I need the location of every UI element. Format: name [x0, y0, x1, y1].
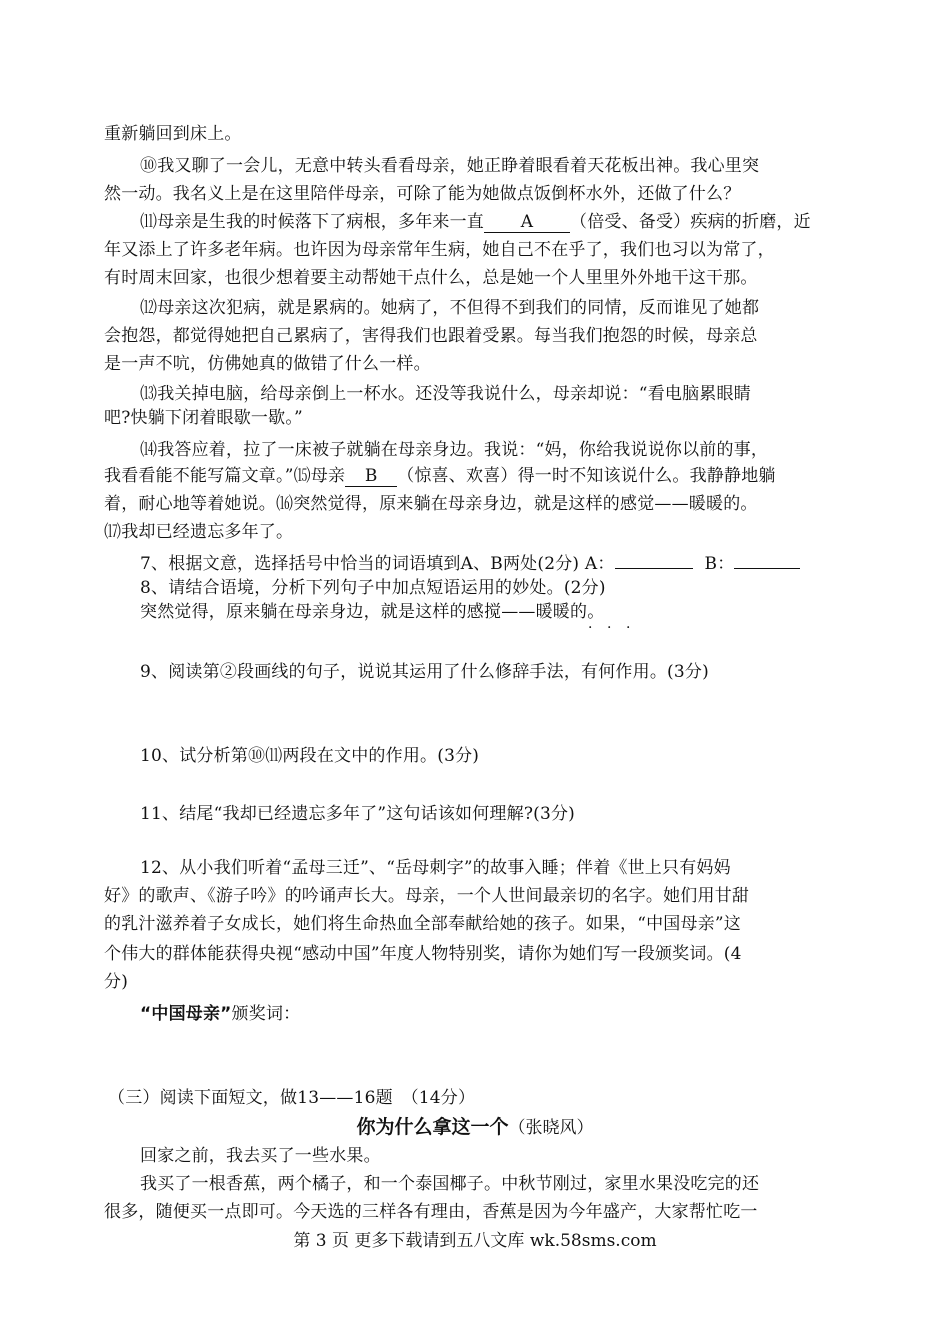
emphasis-dot: ·	[588, 620, 593, 636]
blank-b: B	[345, 466, 397, 487]
paragraph-11-line-2: 年又添上了许多老年病。也许因为母亲常年生病，她自己不在乎了，我们也习以为常了，	[104, 240, 775, 260]
paragraph-17: ⒄我却已经遗忘多年了。	[104, 522, 294, 542]
paragraph-12-line-1: ⑿母亲这次犯病，就是累病的。她病了，不但得不到我们的同情，反而谁见了她都	[140, 298, 760, 318]
question-9: 9、阅读第②段画线的句子，说说其运用了什么修辞手法，有何作用。(3分)	[140, 662, 709, 682]
emphasis-dot: ·	[626, 620, 631, 636]
page-footer: 第 3 页 更多下载请到五八文库 wk.58sms.com	[293, 1231, 657, 1251]
answer-blank-a[interactable]	[615, 552, 693, 569]
paragraph-14-line-2: 我看看能不能写篇文章。”⒂母亲 B （惊喜、欢喜）得一时不知该说什么。我静静地躺	[104, 466, 776, 486]
paragraph-13-line-2: 吧?快躺下闭着眼歇一歇。”	[104, 408, 303, 428]
paragraph-10-line-2: 然一动。我名义上是在这里陪伴母亲，可除了能为她做点饭倒杯水外，还做了什么？	[104, 184, 741, 204]
paragraph-10-line-1: ⑩我又聊了一会儿，无意中转头看看母亲，她正睁着眼看着天花板出神。我心里突	[140, 156, 760, 176]
answer-blank-b[interactable]	[734, 552, 800, 569]
emphasis-dot: ·	[607, 620, 612, 636]
blank-a: A	[484, 212, 570, 233]
section-3-header: （三）阅读下面短文，做13——16题 （14分）	[108, 1088, 476, 1108]
paragraph-11-line-1: ⑾母亲是生我的时候落下了病根，多年来一直 A （倍受、备受）疾病的折磨，近	[140, 212, 811, 232]
paragraph-12-line-3: 是一声不吭，仿佛她真的做错了什么一样。	[104, 354, 431, 374]
paragraph-14-line-1: ⒁我答应着，拉了一床被子就躺在母亲身边。我说：“妈，你给我说说你以前的事，	[140, 440, 769, 460]
article-author: （张晓风）	[508, 1118, 594, 1138]
question-12-line-2: 好》的歌声、《游子吟》的吟诵声长大。母亲，一个人世间最亲切的名字。她们用甘甜	[104, 886, 750, 906]
paragraph-11-line-3: 有时周末回家，也很少想着要主动帮她干点什么，总是她一个人里里外外地干这干那。	[104, 268, 758, 288]
paragraph-14-line-3: 着，耐心地等着她说。⒃突然觉得，原来躺在母亲身边，就是这样的感觉——暖暖的。	[104, 494, 758, 514]
question-7: 7、根据文意，选择括号中恰当的词语填到A、B两处(2分) A： B：	[140, 552, 844, 574]
question-8-sentence: 突然觉得，原来躺在母亲身边，就是这样的感搅——暖暖的。	[140, 602, 605, 622]
question-12-line-4: 个伟大的群体能获得央视“感动中国”年度人物特别奖，请你为她们写一段颁奖词。(4	[104, 944, 742, 964]
paragraph-13-line-1: ⒀我关掉电脑，给母亲倒上一杯水。还没等我说什么，母亲却说：“看电脑累眼睛	[140, 384, 751, 404]
article-line-1: 回家之前，我去买了一些水果。	[140, 1146, 381, 1166]
article-line-2: 我买了一根香蕉，两个橘子，和一个泰国椰子。中秋节刚过，家里水果没吃完的还	[140, 1174, 760, 1194]
award-prompt: “中国母亲”颁奖词：	[140, 1004, 301, 1024]
article-line-3: 很多，随便买一点即可。今天选的三样各有理由，香蕉是因为今年盛产，大家帮忙吃一	[104, 1202, 758, 1222]
article-title: 你为什么拿这一个（张晓风）	[356, 1116, 594, 1138]
question-8: 8、请结合语境，分析下列句子中加点短语运用的妙处。(2分)	[140, 578, 606, 598]
paragraph-12-line-2: 会抱怨，都觉得她把自己累病了，害得我们也跟着受累。每当我们抱怨的时候，母亲总	[104, 326, 758, 346]
question-12-line-1: 12、从小我们听着“孟母三迁”、“岳母刺字”的故事入睡；伴着《世上只有妈妈	[140, 858, 731, 878]
paragraph-continuation: 重新躺回到床上。	[104, 124, 242, 144]
question-12-line-3: 的乳汁滋养着子女成长，她们将生命热血全部奉献给她的孩子。如果，“中国母亲”这	[104, 914, 741, 934]
question-11: 11、结尾“我却已经遗忘多年了”这句话该如何理解?(3分)	[140, 804, 576, 824]
question-12-line-5: 分)	[104, 972, 129, 992]
question-10: 10、试分析第⑩⑾两段在文中的作用。(3分)	[140, 746, 480, 766]
